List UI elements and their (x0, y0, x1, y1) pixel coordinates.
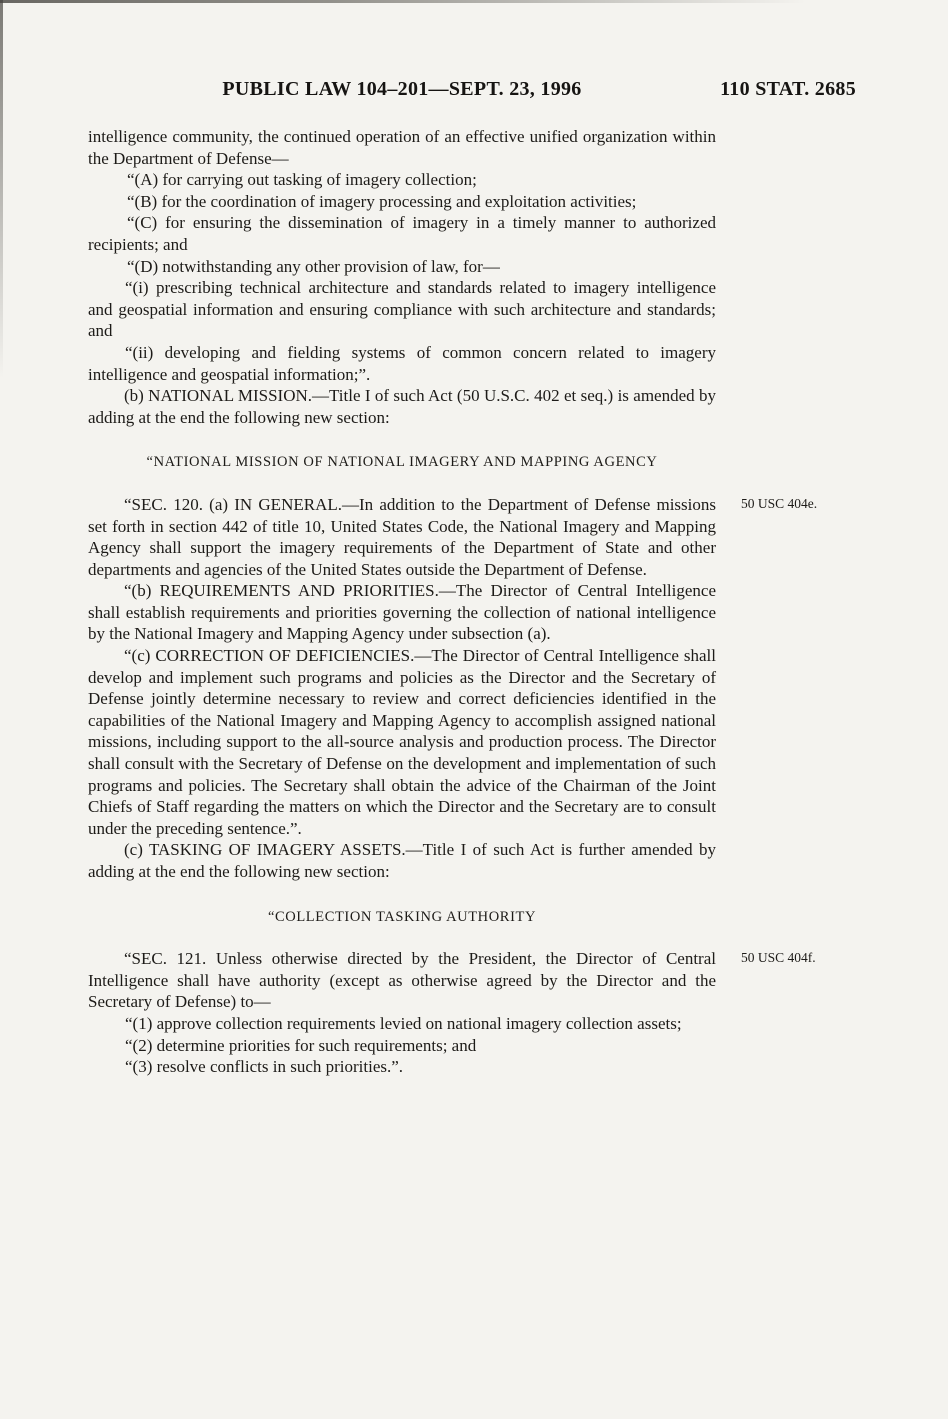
statute-page-number: 110 STAT. 2685 (720, 78, 856, 100)
statute-subparagraph: “(2) determine priorities for such requirements; and (125, 1035, 477, 1055)
page-header (0, 78, 948, 104)
statute-paragraph: “SEC. 121. Unless otherwise directed by the President, the Director of Central Intelligence shall have authority (except as otherwise agreed by the Director and the Secretary of Defense) to— (88, 949, 716, 1012)
statute-body (88, 126, 818, 1078)
statute-paragraph: “SEC. 120. (a) IN GENERAL.—In addition to the Department of Defense missions set forth in section 442 of title 10, United States Code, the National Imagery and Mapping Agency shall support the imagery requirements of the Department of State and other departments and agencies of the United States outside the Department of Defense. (88, 494, 716, 579)
statute-paragraph: “(c) CORRECTION OF DEFICIENCIES.—The Director of Central Intelligence shall develop and implement such programs and policies as the Director and the Secretary of Defense jointly determine necessary to review and correct deficiencies identified in the capabilities of the National Imagery and Mapping Agency to accomplish assigned national missions, including support to the all-source analysis and production process. The Director shall consult with the Secretary of Defense on the development and implementation of such programs and policies. The Secretary shall obtain the advice of the Chairman of the Joint Chiefs of Staff regarding the matters on which the Director and the Secretary are to consult under the preceding sentence.”. (88, 646, 716, 838)
law-title: PUBLIC LAW 104–201—SEPT. 23, 1996 (222, 78, 582, 100)
us-code-citation-note: 50 USC 404e. (741, 495, 818, 511)
section-heading: “NATIONAL MISSION OF NATIONAL IMAGERY AND MAPPING AGENCY (146, 454, 658, 471)
statute-paragraph: “(b) REQUIREMENTS AND PRIORITIES.—The Director of Central Intelligence shall establish requirements and priorities governing the collection of national intelligence by the National Imagery and Mapping Agency under subsection (a). (88, 581, 716, 644)
statute-clause: “(ii) developing and fielding systems of common concern related to imagery intelligence and geospatial information;”. (88, 342, 716, 384)
statute-paragraph-with-note (88, 948, 816, 1013)
statute-paragraph: intelligence community, the continued operation of an effective unified organization within the Department of Defense— (88, 127, 716, 168)
statute-subparagraph: “(A) for carrying out tasking of imagery collection; (127, 170, 477, 190)
statute-subparagraph: “(1) approve collection requirements levied on national imagery collection assets; (125, 1013, 682, 1033)
statute-clause: “(i) prescribing technical architecture and standards related to imagery intelligence and geospatial information and ensuring compliance with such architecture and standards; and (88, 278, 716, 341)
us-code-citation-note: 50 USC 404f. (741, 950, 816, 966)
statute-subparagraph: “(D) notwithstanding any other provision of law, for— (127, 256, 500, 276)
statute-paragraph-with-note (88, 494, 818, 580)
statute-paragraph: (c) TASKING OF IMAGERY ASSETS.—Title I of such Act is further amended by adding at the end the following new section: (88, 840, 716, 881)
statute-paragraph: (b) NATIONAL MISSION.—Title I of such Act (50 U.S.C. 402 et seq.) is amended by adding at the end the following new section: (88, 386, 716, 427)
statute-subparagraph: “(B) for the coordination of imagery processing and exploitation activities; (127, 191, 637, 211)
section-heading: “COLLECTION TASKING AUTHORITY (267, 908, 537, 925)
statute-subparagraph: “(3) resolve conflicts in such priorities.”. (125, 1057, 404, 1077)
statute-subparagraph: “(C) for ensuring the dissemination of imagery in a timely manner to authorized recipients; and (88, 213, 716, 254)
